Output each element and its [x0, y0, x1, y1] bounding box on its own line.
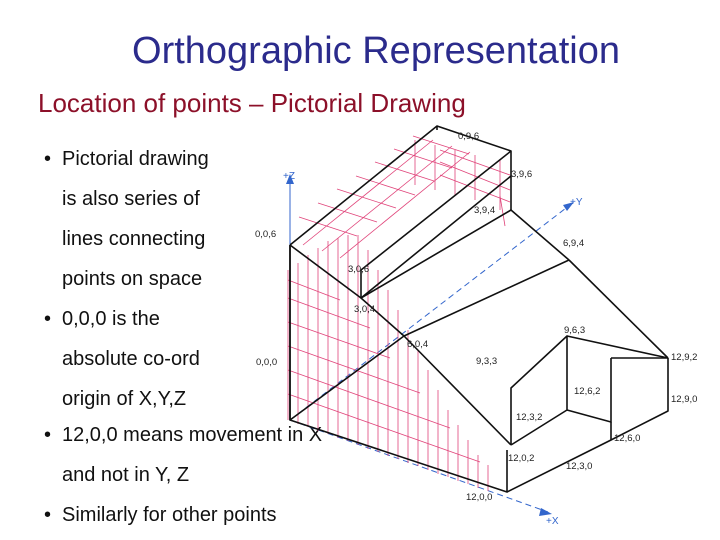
bullet-marker: • — [44, 424, 52, 446]
top-face-grid — [299, 136, 470, 258]
x-axis-line — [290, 420, 548, 512]
bullet-text-line: 12,0,0 means movement in X — [62, 424, 323, 446]
point-label: 9,3,3 — [476, 356, 498, 367]
bullet-text-line: lines connecting — [62, 228, 206, 250]
bullet-text-line: Similarly for other points — [62, 504, 277, 526]
point-label: 3,0,4 — [354, 304, 376, 315]
point-label: 12,9,0 — [671, 394, 698, 405]
bullet-text-line: 0,0,0 is the — [62, 308, 160, 330]
point-label: 12,3,2 — [516, 412, 543, 423]
bullet-text-line: and not in Y, Z — [62, 464, 190, 486]
point-label: 3,0,6 — [348, 264, 370, 275]
point-label: 12,0,2 — [508, 453, 535, 464]
pictorial-drawing — [240, 120, 720, 540]
point-label: 12,3,0 — [566, 461, 593, 472]
x-axis-arrow — [539, 508, 552, 516]
point-label: 12,9,2 — [671, 352, 698, 363]
bullet-text-line: Pictorial drawing — [62, 148, 209, 170]
axis-arrows — [286, 174, 574, 516]
point-label: 12,0,0 — [466, 492, 493, 503]
point-label: 0,9,6 — [458, 131, 480, 142]
slide-subtitle: Location of points – Pictorial Drawing — [38, 88, 466, 118]
y-axis-label: +Y — [570, 197, 583, 208]
point-labels — [255, 131, 697, 503]
point-label: 9,6,3 — [564, 325, 586, 336]
end-face-grid — [415, 140, 510, 226]
point-label: 0,0,6 — [255, 229, 277, 240]
bullet-text-line: points on space — [62, 268, 203, 290]
bullet-text-line: absolute co-ord — [62, 348, 200, 370]
point-label: 12,6,2 — [574, 386, 601, 397]
bullet-marker: • — [44, 148, 52, 170]
point-label: 3,9,6 — [511, 169, 533, 180]
y-axis-line — [290, 205, 570, 420]
bullet-marker: • — [44, 308, 52, 330]
point-label: 6,9,4 — [563, 238, 585, 249]
bullet-text-line: origin of X,Y,Z — [62, 388, 187, 410]
z-axis-label: +Z — [283, 171, 295, 182]
x-axis-label: +X — [546, 516, 559, 527]
point-label: 6,0,4 — [407, 339, 429, 350]
bullet-text-line: is also series of — [62, 188, 200, 210]
point-label: 12,6,0 — [614, 433, 641, 444]
slide-title: Orthographic Representation — [132, 30, 620, 72]
bullet-marker: • — [44, 504, 52, 526]
point-label: 0,0,0 — [256, 357, 278, 368]
object-outline — [290, 126, 668, 492]
point-label: 3,9,4 — [474, 205, 496, 216]
